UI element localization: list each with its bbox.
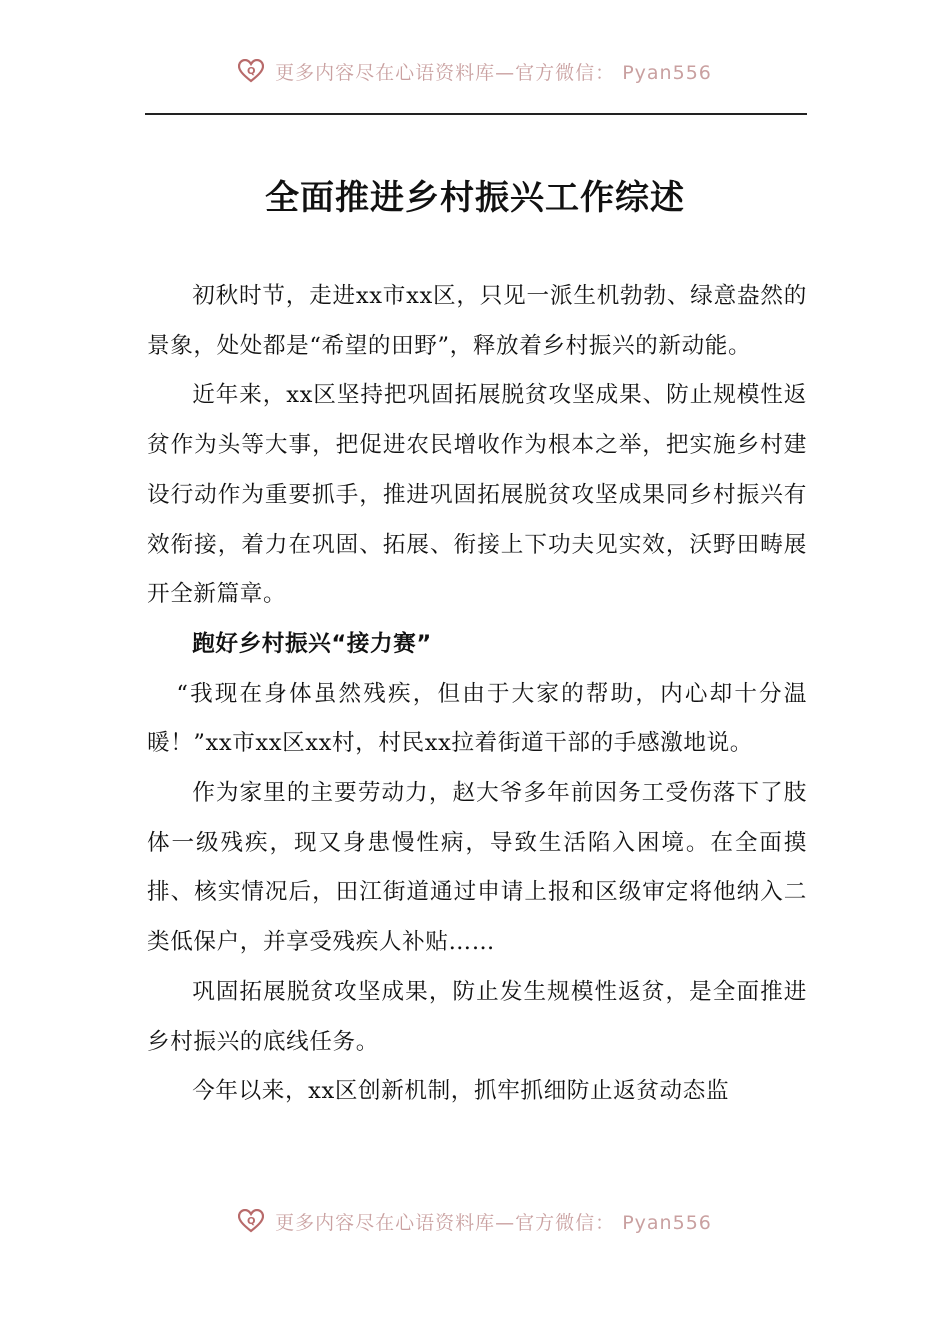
body-paragraph: 近年来，xx区坚持把巩固拓展脱贫攻坚成果、防止规模性返贫作为头等大事，把促进农民增收作为根本之举，把实施乡村建设行动作为重要抓手，推进巩固拓展脱贫攻坚成果同乡村振兴有效衔接，着力在巩固、拓展、衔接上下功夫见实效，沃野田畴展开全新篇章。 [147, 382, 807, 608]
body-paragraph: 今年以来，xx区创新机制，抓牢抓细防止返贫动态监 [192, 1078, 730, 1105]
heart-logo-icon [238, 59, 264, 88]
section-heading: 跑好乡村振兴“接力赛” [192, 630, 432, 657]
header-watermark [0, 58, 950, 88]
footer-watermark-text: 更多内容尽在心语资料库—官方微信： Pyan556 [275, 1212, 712, 1234]
body-paragraph: 巩固拓展脱贫攻坚成果，防止发生规模性返贫，是全面推进乡村振兴的底线任务。 [147, 978, 807, 1055]
document-body [147, 272, 807, 1117]
body-paragraph: 初秋时节，走进xx市xx区，只见一派生机勃勃、绿意盎然的景象，处处都是“希望的田野”，释放着乡村振兴的新动能。 [147, 283, 807, 359]
header-divider [145, 113, 807, 115]
header-watermark-text: 更多内容尽在心语资料库—官方微信： Pyan556 [275, 62, 712, 84]
svg-text:Q: Q [247, 66, 257, 77]
document-title: 全面推进乡村振兴工作综述 [265, 178, 685, 218]
footer-watermark [0, 1208, 950, 1238]
svg-text:Q: Q [247, 1216, 257, 1227]
body-paragraph: “我现在身体虽然残疾，但由于大家的帮助，内心却十分温暖！”xx市xx区xx村，村民xx拉着街道干部的手感激地说。 [147, 680, 807, 757]
body-paragraph: 作为家里的主要劳动力，赵大爷多年前因务工受伤落下了肢体一级残疾，现又身患慢性病，导致生活陷入困境。在全面摸排、核实情况后，田江街道通过申请上报和区级审定将他纳入二类低保户，并享受残疾人补贴…… [147, 780, 807, 956]
heart-logo-icon [238, 1209, 264, 1238]
